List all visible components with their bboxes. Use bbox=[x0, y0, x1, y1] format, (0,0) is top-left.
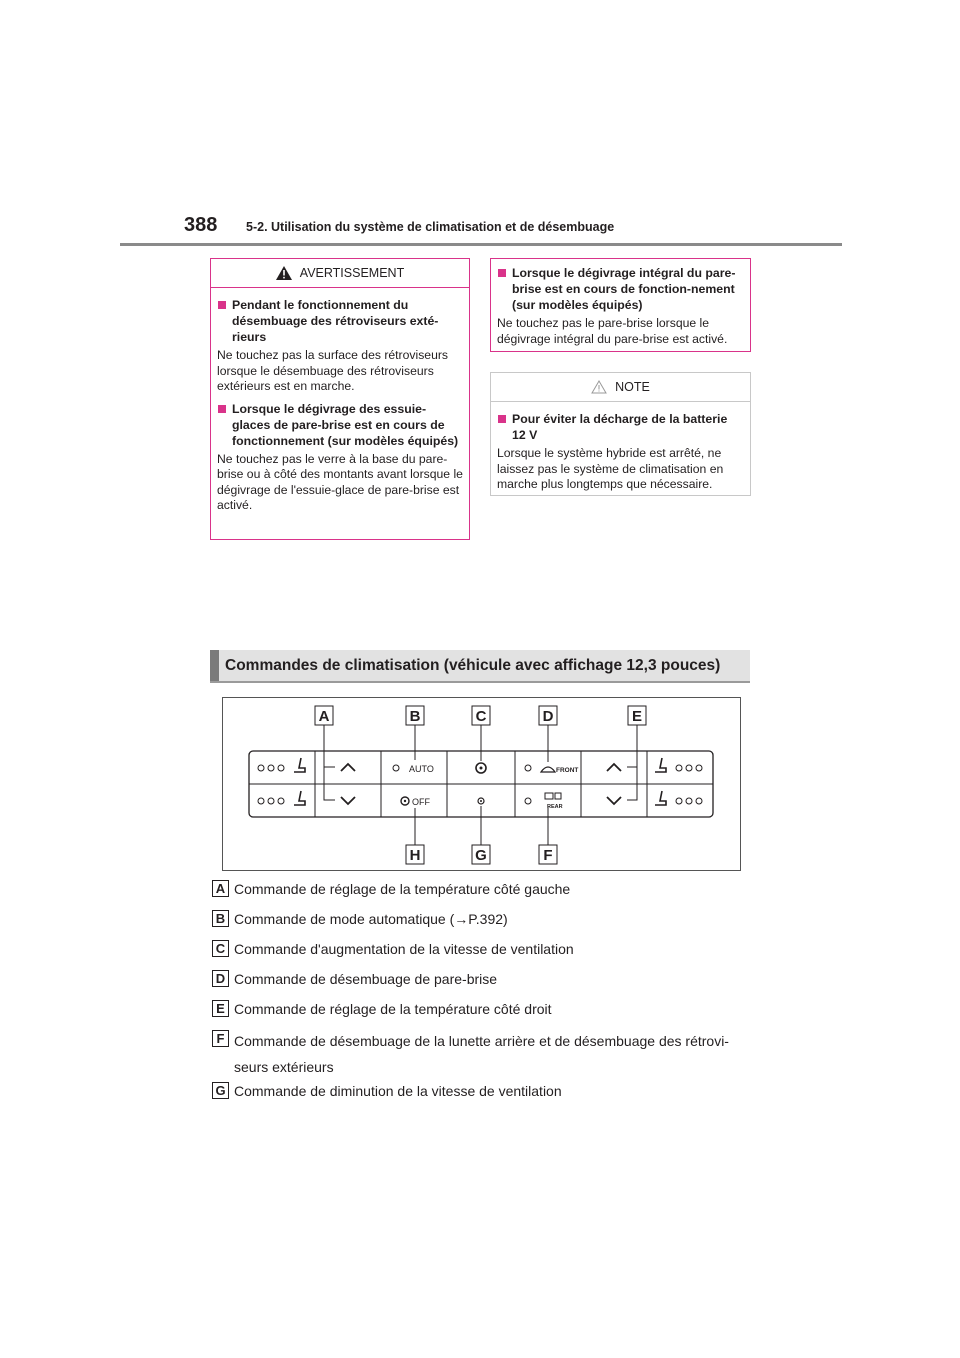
legend-text: Commande de désembuage de pare-brise bbox=[234, 971, 498, 987]
note-item-text: Lorsque le système hybride est arrêté, ne laissez pas le système de climatisation en marche plus longtemps que nécessaire. bbox=[497, 446, 724, 491]
legend-item bbox=[212, 998, 754, 1020]
callout-f: F bbox=[543, 847, 553, 864]
auto-label: AUTO bbox=[409, 764, 434, 774]
legend-text: Commande de diminution de la vitesse de ventilation bbox=[234, 1083, 562, 1099]
note-box-header bbox=[491, 373, 750, 402]
square-bullet-icon bbox=[218, 301, 226, 309]
callout-e: E bbox=[631, 708, 643, 725]
square-bullet-icon bbox=[498, 269, 506, 277]
callout-d: D bbox=[542, 708, 554, 725]
square-bullet-icon bbox=[498, 415, 506, 423]
chapter-title: 5-2. Utilisation du système de climatisation et de désembuage bbox=[246, 220, 615, 234]
climate-control-diagram bbox=[222, 697, 741, 871]
legend-item bbox=[212, 1028, 754, 1080]
square-bullet-icon bbox=[218, 405, 226, 413]
legend-key: G bbox=[212, 1082, 229, 1099]
note-box-title: NOTE bbox=[615, 380, 650, 394]
legend-key: B bbox=[212, 910, 229, 927]
legend-item bbox=[212, 908, 754, 930]
legend-item bbox=[212, 878, 754, 900]
section-heading bbox=[210, 650, 750, 682]
warning-item-title: Lorsque le dégivrage des essuie-glaces de pare-brise est en cours de fonctionnement (sur modèles équipés) bbox=[217, 401, 463, 449]
warning-box-header bbox=[211, 259, 469, 288]
legend-text: Commande de réglage de la température côté gauche bbox=[234, 881, 571, 897]
callout-a: A bbox=[318, 708, 330, 725]
warning-item-title: Pendant le fonctionnement du désembuage des rétroviseurs exté-rieurs bbox=[217, 297, 463, 345]
callout-c: C bbox=[475, 708, 487, 725]
warning-box-title: AVERTISSEMENT bbox=[299, 266, 405, 280]
legend-text: Commande de mode automatique (→P.392) bbox=[234, 911, 508, 927]
legend-item bbox=[212, 968, 754, 990]
note-item-title: Pour éviter la décharge de la batterie 12 V bbox=[497, 411, 744, 443]
legend-key: A bbox=[212, 880, 229, 897]
warning-item-title: Lorsque le dégivrage intégral du pare-brise est en cours de fonction-nement (sur modèles équipés) bbox=[497, 265, 744, 313]
callout-b: B bbox=[409, 708, 421, 725]
warning-item-text: Ne touchez pas le verre à la base du pare-brise ou à côté des montants avant lorsque le dégivrage de l'essuie-glace de pare-brise est activé. bbox=[217, 451, 463, 512]
note-box bbox=[490, 372, 751, 496]
warning-triangle-icon bbox=[276, 266, 292, 280]
legend-text: Commande de réglage de la température côté droit bbox=[234, 1001, 552, 1017]
off-label: OFF bbox=[412, 797, 430, 807]
header-divider bbox=[120, 243, 842, 246]
warning-box-continued bbox=[490, 258, 751, 352]
caution-outline-icon bbox=[591, 380, 607, 394]
legend-key: D bbox=[212, 970, 229, 987]
legend-item bbox=[212, 938, 754, 960]
rear-label: REAR bbox=[547, 804, 563, 810]
legend-text: Commande de désembuage de la lunette arrière et de désembuage des rétrovi-seurs extérieurs bbox=[234, 1033, 729, 1075]
page-number: 388 bbox=[184, 214, 218, 236]
warning-item-text: Ne touchez pas le pare-brise lorsque le dégivrage intégral du pare-brise est activé. bbox=[497, 316, 728, 346]
legend-key: E bbox=[212, 1000, 229, 1017]
callout-h: H bbox=[409, 847, 421, 864]
section-heading-text: Commandes de climatisation (véhicule avec affichage 12,3 pouces) bbox=[225, 657, 721, 674]
legend-text: Commande d'augmentation de la vitesse de ventilation bbox=[234, 941, 574, 957]
callout-g: G bbox=[475, 847, 487, 864]
legend-key: C bbox=[212, 940, 229, 957]
legend-item bbox=[212, 1080, 754, 1102]
legend-key: F bbox=[212, 1030, 229, 1047]
front-label: FRONT bbox=[556, 767, 579, 774]
warning-box bbox=[210, 258, 470, 540]
climate-panel-illustration bbox=[223, 698, 740, 870]
section-heading-underline bbox=[210, 681, 750, 683]
warning-item-text: Ne touchez pas la surface des rétroviseurs lorsque le désembuage des rétroviseurs extérieurs est en marche. bbox=[217, 348, 448, 393]
